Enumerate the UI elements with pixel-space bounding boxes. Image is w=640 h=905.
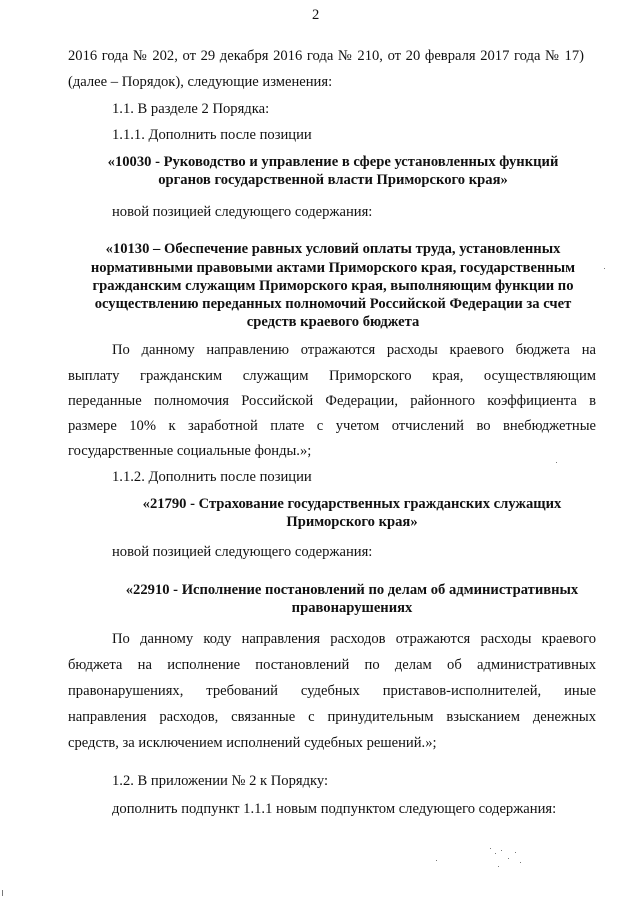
- para-22910-line-5: средств, за исключением исполнений судебных решений.»;: [68, 735, 437, 751]
- position-22910-line-2: правонарушениях: [291, 600, 413, 616]
- position-21790-line-2: Приморского края»: [286, 514, 418, 530]
- item-1-1-2: 1.1.2. Дополнить после позиции: [112, 469, 312, 485]
- item-1-1: 1.1. В разделе 2 Порядка:: [112, 101, 270, 117]
- new-position-label-2: новой позицией следующего содержания:: [112, 544, 373, 560]
- para-22910-line-2: бюджета на исполнение постановлений по делам об административных: [68, 657, 596, 673]
- position-10130-line-5: средств краевого бюджета: [246, 314, 420, 330]
- item-1-2: 1.2. В приложении № 2 к Порядку:: [112, 773, 329, 789]
- intro-line-1: 2016 года № 202, от 29 декабря 2016 года № 210, от 20 февраля 2017 года № 17): [68, 48, 584, 64]
- para-10130-line-1: По данному направлению отражаются расходы краевого бюджета на: [112, 342, 596, 358]
- position-10130-line-1: «10130 – Обеспечение равных условий оплаты труда, установленных: [105, 241, 561, 257]
- new-position-label-1: новой позицией следующего содержания:: [112, 204, 373, 220]
- para-10130-line-2: выплату гражданским служащим Приморского края, осуществляющим: [68, 368, 596, 384]
- para-10130-line-3: переданные полномочия Российской Федерации, районного коэффициента в: [68, 393, 596, 409]
- position-10130-line-4: осуществлению переданных полномочий Российской Федерации за счет: [94, 296, 572, 312]
- position-22910-line-1: «22910 - Исполнение постановлений по делам об административных: [125, 582, 579, 598]
- para-10130-line-4: размере 10% к заработной плате с учетом отчислений во внебюджетные: [68, 418, 596, 434]
- position-10030-line-2: органов государственной власти Приморского края»: [158, 172, 508, 188]
- position-10130-line-3: гражданским служащим Приморского края, выполняющим функции по: [92, 278, 574, 294]
- para-22910-line-3: правонарушениях, требований судебных приставов-исполнителей, иные: [68, 683, 596, 699]
- item-1-1-1: 1.1.1. Дополнить после позиции: [112, 127, 312, 143]
- position-10030-line-1: «10030 - Руководство и управление в сфере установленных функций: [107, 154, 559, 170]
- intro-line-2: (далее – Порядок), следующие изменения:: [68, 74, 333, 90]
- para-22910-line-1: По данному коду направления расходов отражаются расходы краевого: [112, 631, 596, 647]
- position-10130-line-2: нормативными правовыми актами Приморского края, государственным: [90, 260, 576, 276]
- position-21790-line-1: «21790 - Страхование государственных гражданских служащих: [142, 496, 562, 512]
- page-number: 2: [312, 7, 320, 23]
- final-line: дополнить подпункт 1.1.1 новым подпунктом следующего содержания:: [112, 801, 557, 817]
- para-10130-line-5: государственные социальные фонды.»;: [68, 443, 312, 459]
- para-22910-line-4: направления расходов, связанные с принудительным взысканием денежных: [68, 709, 596, 725]
